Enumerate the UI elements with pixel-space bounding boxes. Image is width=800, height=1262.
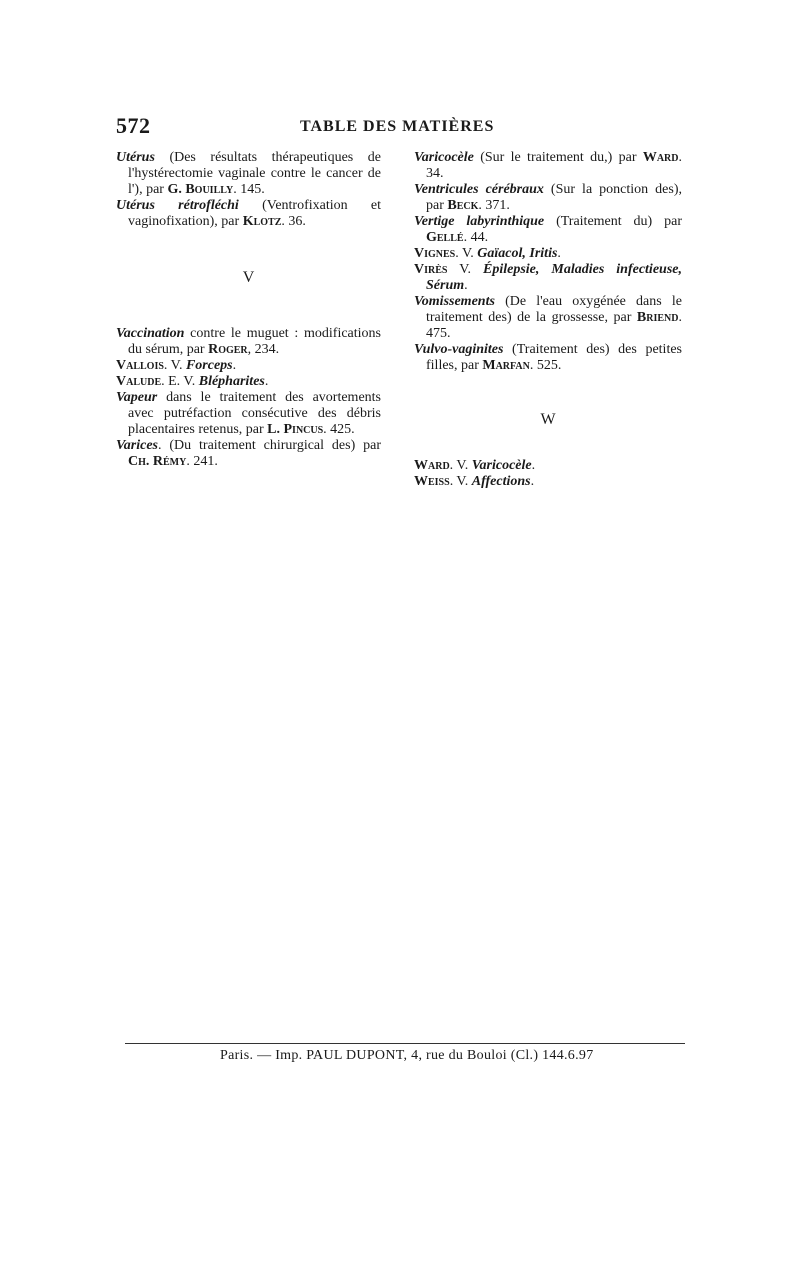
index-entry	[116, 438, 381, 470]
entry-term: Vulvo-vaginites	[414, 342, 504, 357]
entry-see: . V.	[163, 358, 186, 373]
entry-text: (Des résultats thérapeutiques de l'hystérectomie vaginale contre le cancer de l'), par	[128, 150, 381, 197]
index-entry	[116, 358, 381, 374]
entry-name: Virès	[414, 262, 448, 277]
entry-see: . V.	[449, 474, 472, 489]
entry-ref: Affections	[471, 474, 531, 489]
entry-end: .	[232, 358, 237, 373]
entry-see: V.	[447, 262, 484, 277]
entry-term: Vapeur	[116, 390, 158, 405]
section-letter-v: V	[242, 269, 255, 286]
index-entry	[414, 150, 682, 182]
entry-text: (Traitement des) des petites filles, par	[426, 342, 682, 373]
entry-text: . (Du traitement chirurgical des) par	[158, 438, 381, 453]
entry-author: Roger	[208, 342, 248, 357]
index-entry	[414, 262, 682, 294]
index-entry	[414, 182, 682, 214]
entry-page: . 425.	[323, 422, 355, 437]
entry-page: . 36.	[281, 214, 306, 229]
entry-see: . V.	[455, 246, 478, 261]
entry-term: Varicocèle	[414, 150, 474, 165]
index-entry	[116, 374, 381, 390]
entry-term: Varices	[116, 438, 158, 453]
index-entry	[414, 342, 682, 374]
entry-term: Ventricules cérébraux	[414, 182, 544, 197]
entry-ref: Blépharites	[198, 374, 265, 389]
entry-name: Valude	[116, 374, 162, 389]
index-entry	[116, 390, 381, 438]
index-entry	[414, 246, 682, 262]
entry-name: Vallois	[116, 358, 164, 373]
entry-text: dans le traitement des avortements avec putréfaction consécutive des débris placentaires retenus, par	[128, 390, 381, 437]
entry-see: . E. V.	[161, 374, 199, 389]
entry-end: .	[264, 374, 269, 389]
entry-page: . 34.	[426, 150, 682, 181]
entry-text: (De l'eau oxygénée dans le traitement des) de la grossesse, par	[426, 294, 682, 325]
entry-page: . 475.	[426, 310, 682, 341]
entry-page: . 44.	[463, 230, 489, 245]
entry-term: Utérus	[116, 150, 155, 165]
index-entry	[414, 458, 682, 474]
entry-text: (Sur le traitement du,) par	[473, 150, 643, 165]
entry-term: Vaccination	[116, 326, 185, 341]
entry-text: contre le muguet : modifications du sérum, par	[128, 326, 381, 357]
entry-page: . 371.	[478, 198, 510, 213]
entry-author: Briend	[636, 310, 679, 325]
entry-ref: Épilepsie, Maladies infectieuse, Sérum	[426, 262, 682, 293]
index-entry	[414, 294, 682, 342]
entry-name: Weiss	[414, 474, 450, 489]
entry-author: Ch. Rémy	[128, 454, 187, 469]
index-entry	[116, 198, 381, 230]
footer-rule	[125, 1043, 685, 1044]
entry-page: . 525.	[529, 358, 562, 373]
entry-term: Vertige labyrinthique	[414, 214, 545, 229]
entry-ref: Varicocèle	[471, 458, 532, 473]
entry-author: Ward	[642, 150, 679, 165]
right-column	[414, 150, 682, 490]
index-entry	[414, 474, 682, 490]
entry-end: .	[530, 474, 535, 489]
entry-ref: Gaïacol, Iritis	[477, 246, 558, 261]
running-title: TABLE DES MATIÈRES	[300, 118, 495, 135]
entry-end: .	[557, 246, 561, 261]
entry-author: Gellé	[426, 230, 464, 245]
entry-ref: Forceps	[185, 358, 233, 373]
entry-author: Beck	[447, 198, 479, 213]
entry-term: Vomissements	[414, 294, 495, 309]
entry-see: . V.	[449, 458, 472, 473]
entry-page: . 241.	[186, 454, 218, 469]
entry-end: .	[531, 458, 536, 473]
entry-author: G. Bouilly	[167, 182, 234, 197]
entry-name: Vignes	[414, 246, 456, 261]
printer-imprint: Paris. — Imp. PAUL DUPONT, 4, rue du Bouloi (Cl.) 144.6.97	[220, 1048, 594, 1063]
index-entry	[116, 326, 381, 358]
entry-page: . 145.	[233, 182, 265, 197]
page-number: 572	[116, 113, 151, 138]
index-entry	[414, 214, 682, 246]
entry-term: Utérus rétrofléchi	[116, 198, 239, 213]
entry-text: (Ventrofixation et vaginofixation), par	[128, 198, 381, 229]
entry-text: (Sur la ponction des), par	[426, 182, 682, 213]
left-column	[116, 150, 381, 470]
entry-end: .	[464, 278, 468, 293]
entry-name: Ward	[414, 458, 450, 473]
entry-page: , 234.	[247, 342, 280, 357]
entry-text: (Traitement du) par	[544, 214, 683, 229]
index-entry	[116, 150, 381, 198]
entry-author: L. Pincus	[267, 422, 324, 437]
entry-author: Klotz	[242, 214, 282, 229]
entry-author: Marfan	[482, 358, 530, 373]
section-letter-w: W	[540, 411, 556, 428]
